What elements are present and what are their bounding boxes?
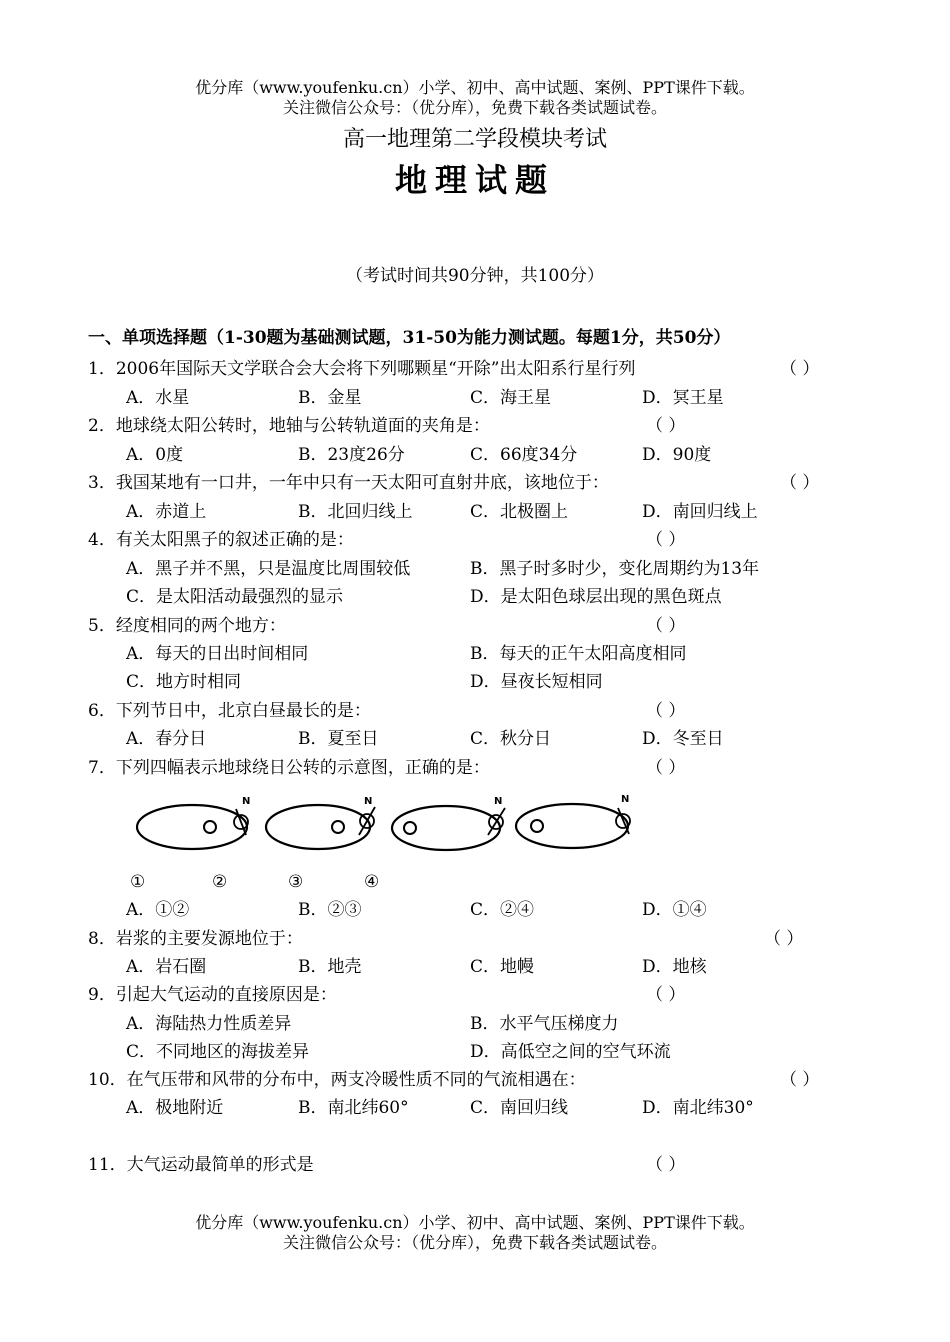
- footer-line-2: 关注微信公众号：（优分库），免费下载各类试题试卷。: [282, 1233, 667, 1252]
- q8-option-c[interactable]: C．地幔: [470, 957, 535, 977]
- figure-label-4: ④: [364, 872, 380, 892]
- question-11-stem: 11．大气运动最简单的形式是: [88, 1155, 314, 1175]
- q5-option-b[interactable]: B．每天的正午太阳高度相同: [470, 644, 687, 664]
- q7-option-d[interactable]: D．①④: [642, 900, 707, 920]
- sun-circle: [204, 821, 216, 833]
- question-11-answer-blank[interactable]: （ ）: [646, 1155, 686, 1175]
- q1-option-b[interactable]: B．金星: [298, 388, 362, 408]
- orbit-diagram-figure: [0, 790, 950, 860]
- question-3-stem: 3．我国某地有一口井，一年中只有一天太阳可直射井底，该地位于：: [88, 473, 609, 493]
- question-8-stem: 8．岩浆的主要发源地位于：: [88, 929, 303, 949]
- q6-option-d[interactable]: D．冬至日: [642, 729, 724, 749]
- exam-time-note: （考试时间共90分钟，共100分）: [345, 266, 605, 286]
- north-label: N: [242, 796, 251, 807]
- q8-option-d[interactable]: D．地核: [642, 957, 707, 977]
- orbit-diagram-1: [137, 796, 250, 849]
- question-10-stem: 10．在气压带和风带的分布中，两支冷暖性质不同的气流相遇在：: [88, 1070, 586, 1090]
- q4-option-a[interactable]: A．黑子并不黑，只是温度比周围较低: [126, 559, 411, 579]
- north-label: N: [364, 796, 373, 807]
- header-line-2: 关注微信公众号：（优分库），免费下载各类试题试卷。: [282, 98, 667, 117]
- orbit-ellipse: [392, 806, 500, 850]
- q1-option-d[interactable]: D．冥王星: [642, 388, 724, 408]
- question-9-answer-blank[interactable]: （ ）: [646, 985, 686, 1005]
- exam-title: 地理试题: [394, 161, 555, 199]
- figure-label-2: ②: [212, 872, 228, 892]
- q6-option-c[interactable]: C．秋分日: [470, 729, 552, 749]
- q2-option-d[interactable]: D．90度: [642, 445, 712, 465]
- q5-option-c[interactable]: C．地方时相同: [126, 672, 242, 692]
- question-3-answer-blank[interactable]: （ ）: [780, 473, 820, 493]
- sun-circle: [531, 820, 543, 832]
- figure-label-1: ①: [130, 872, 146, 892]
- orbit-ellipse: [137, 805, 247, 849]
- orbit-diagram-3: [392, 796, 505, 850]
- q8-option-b[interactable]: B．地壳: [298, 957, 362, 977]
- question-6-answer-blank[interactable]: （ ）: [646, 701, 686, 721]
- q1-option-a[interactable]: A．水星: [126, 388, 190, 408]
- q10-option-a[interactable]: A．极地附近: [126, 1098, 224, 1118]
- q4-option-c[interactable]: C．是太阳活动最强烈的显示: [126, 587, 344, 607]
- q2-option-a[interactable]: A．0度: [126, 445, 184, 465]
- question-1-answer-blank[interactable]: （ ）: [780, 359, 820, 379]
- q7-option-a[interactable]: A．①②: [126, 900, 190, 920]
- q10-option-b[interactable]: B．南北纬60°: [298, 1098, 409, 1118]
- q10-option-c[interactable]: C．南回归线: [470, 1098, 569, 1118]
- question-4-answer-blank[interactable]: （ ）: [646, 530, 686, 550]
- exam-subtitle: 高一地理第二学段模块考试: [342, 127, 607, 152]
- q3-option-b[interactable]: B．北回归线上: [298, 502, 413, 522]
- orbit-diagram-4: [516, 794, 630, 848]
- q5-option-d[interactable]: D．昼夜长短相同: [470, 672, 603, 692]
- q9-option-c[interactable]: C．不同地区的海拔差异: [126, 1042, 310, 1062]
- q4-option-d[interactable]: D．是太阳色球层出现的黑色斑点: [470, 587, 722, 607]
- question-7-answer-blank[interactable]: （ ）: [646, 758, 686, 778]
- north-label: N: [494, 796, 503, 807]
- sun-circle: [404, 822, 416, 834]
- orbit-diagram-2: [266, 796, 375, 849]
- orbit-ellipse: [516, 804, 628, 848]
- figure-label-3: ③: [288, 872, 304, 892]
- question-2-stem: 2．地球绕太阳公转时，地轴与公转轨道面的夹角是：: [88, 416, 490, 436]
- question-9-stem: 9．引起大气运动的直接原因是：: [88, 985, 337, 1005]
- question-7-stem: 7．下列四幅表示地球绕日公转的示意图，正确的是：: [88, 758, 490, 778]
- header-line-1: 优分库（www.youfenku.cn）小学、初中、高中试题、案例、PPT课件下载。: [195, 78, 755, 97]
- q9-option-a[interactable]: A．海陆热力性质差异: [126, 1014, 292, 1034]
- q5-option-a[interactable]: A．每天的日出时间相同: [126, 644, 309, 664]
- orbit-ellipse: [266, 805, 370, 849]
- question-4-stem: 4．有关太阳黑子的叙述正确的是：: [88, 530, 354, 550]
- question-5-answer-blank[interactable]: （ ）: [646, 616, 686, 636]
- q7-option-c[interactable]: C．②④: [470, 900, 535, 920]
- sun-circle: [332, 821, 344, 833]
- q2-option-c[interactable]: C．66度34分: [470, 445, 578, 465]
- q7-option-b[interactable]: B．②③: [298, 900, 362, 920]
- q3-option-a[interactable]: A．赤道上: [126, 502, 207, 522]
- question-10-answer-blank[interactable]: （ ）: [780, 1070, 820, 1090]
- q2-option-b[interactable]: B．23度26分: [298, 445, 405, 465]
- question-1-stem: 1．2006年国际天文学联合会大会将下列哪颗星“开除”出太阳系行星行列: [88, 359, 636, 379]
- earth-axis-line: [359, 807, 375, 835]
- q10-option-d[interactable]: D．南北纬30°: [642, 1098, 754, 1118]
- q4-option-b[interactable]: B．黑子时多时少，变化周期约为13年: [470, 559, 760, 579]
- q6-option-a[interactable]: A．春分日: [126, 729, 207, 749]
- question-5-stem: 5．经度相同的两个地方：: [88, 616, 286, 636]
- section-heading: 一、单项选择题（1-30题为基础测试题，31-50为能力测试题。每题1分，共50分）: [88, 328, 731, 348]
- footer-line-1: 优分库（www.youfenku.cn）小学、初中、高中试题、案例、PPT课件下载。: [195, 1213, 755, 1232]
- q3-option-c[interactable]: C．北极圈上: [470, 502, 569, 522]
- q9-option-b[interactable]: B．水平气压梯度力: [470, 1014, 619, 1034]
- q1-option-c[interactable]: C．海王星: [470, 388, 552, 408]
- question-2-answer-blank[interactable]: （ ）: [646, 416, 686, 436]
- q6-option-b[interactable]: B．夏至日: [298, 729, 379, 749]
- question-6-stem: 6．下列节日中，北京白昼最长的是：: [88, 701, 371, 721]
- q3-option-d[interactable]: D．南回归线上: [642, 502, 758, 522]
- q8-option-a[interactable]: A．岩石圈: [126, 957, 207, 977]
- north-label: N: [621, 794, 630, 805]
- q9-option-d[interactable]: D．高低空之间的空气环流: [470, 1042, 671, 1062]
- question-8-answer-blank[interactable]: （ ）: [764, 929, 804, 949]
